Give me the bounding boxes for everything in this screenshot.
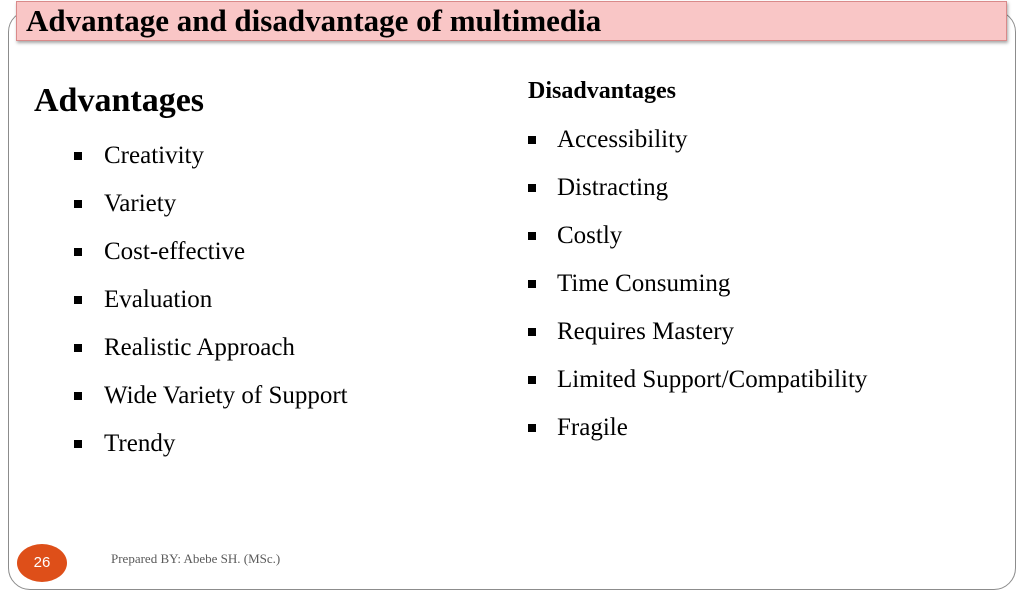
square-bullet-icon	[74, 344, 82, 352]
list-item-label: Accessibility	[557, 126, 688, 153]
footer-text: Prepared BY: Abebe SH. (MSc.)	[111, 551, 281, 566]
list-item-label: Wide Variety of Support	[104, 382, 348, 409]
square-bullet-icon	[528, 328, 536, 336]
list-item-label: Realistic Approach	[104, 334, 295, 361]
square-bullet-icon	[528, 136, 536, 144]
square-bullet-icon	[74, 248, 82, 256]
square-bullet-icon	[74, 152, 82, 160]
square-bullet-icon	[74, 392, 82, 400]
list-item-label: Trendy	[104, 430, 176, 457]
list-item-label: Evaluation	[104, 286, 213, 313]
square-bullet-icon	[74, 440, 82, 448]
list-item-label: Costly	[557, 222, 623, 249]
list-item-label: Limited Support/Compatibility	[557, 366, 868, 393]
list-item-label: Fragile	[557, 414, 628, 441]
square-bullet-icon	[528, 280, 536, 288]
square-bullet-icon	[528, 424, 536, 432]
list-item-label: Cost-effective	[104, 238, 246, 265]
disadvantages-heading: Disadvantages	[528, 78, 677, 104]
square-bullet-icon	[74, 200, 82, 208]
title-bar	[16, 1, 1007, 41]
list-item-label: Time Consuming	[557, 270, 731, 297]
page-number-badge: 26	[17, 544, 67, 582]
list-item-label: Requires Mastery	[557, 318, 735, 345]
advantages-heading: Advantages	[34, 82, 205, 119]
square-bullet-icon	[528, 376, 536, 384]
square-bullet-icon	[528, 232, 536, 240]
square-bullet-icon	[528, 184, 536, 192]
list-item-label: Creativity	[104, 142, 204, 169]
square-bullet-icon	[74, 296, 82, 304]
list-item-label: Variety	[104, 190, 177, 217]
slide-title: Advantage and disadvantage of multimedia	[26, 3, 602, 38]
list-item-label: Distracting	[557, 174, 669, 201]
